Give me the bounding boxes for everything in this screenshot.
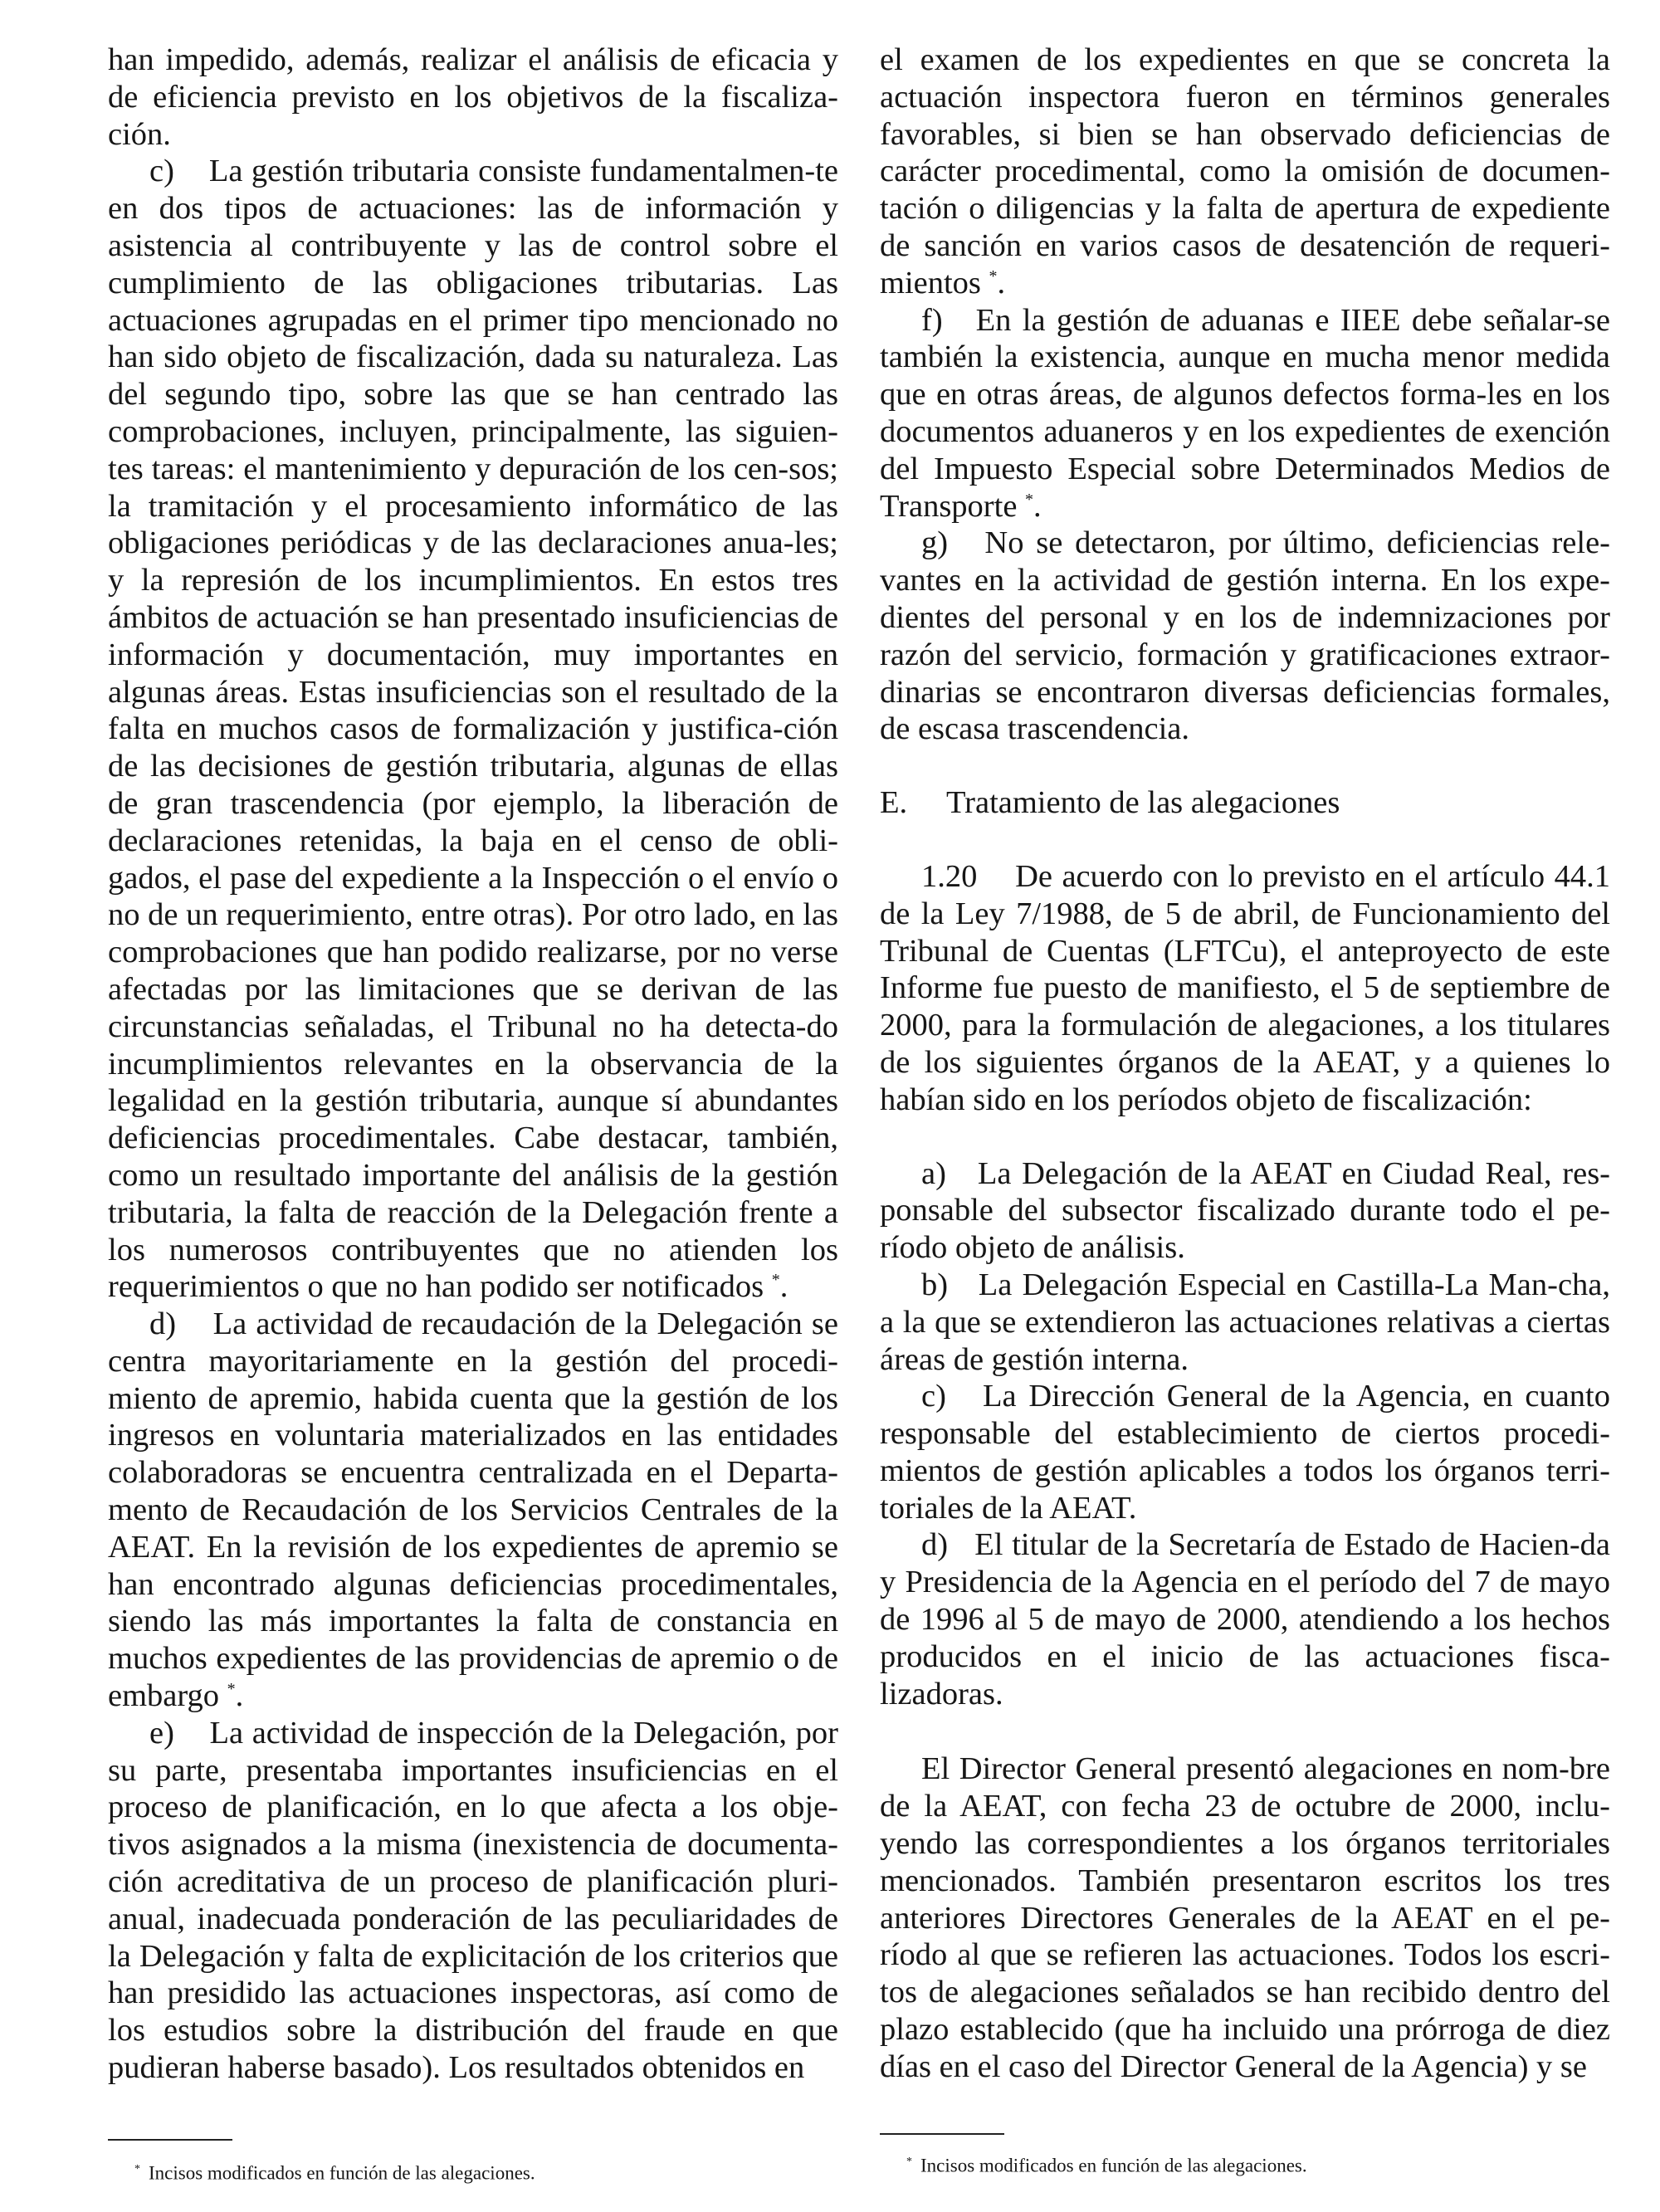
paragraph-g: g) No se detectaron, por último, deficiencias rele-vantes en la actividad de gestión interna. En los expe-dientes del personal y en los de indemnizaciones por razón del servicio, formación y gratificaciones extraor-dinarias se encontraron diversas deficiencias formales, de escasa trascendencia. <box>880 525 1610 747</box>
right-column <box>880 42 1610 2086</box>
paragraph-intro: han impedido, además, realizar el análisis de eficacia y de eficiencia previsto en los objetivos de la fiscaliza-ción. <box>108 42 838 152</box>
section-heading <box>880 784 1610 822</box>
section-letter: E. <box>880 785 908 821</box>
footnote-divider <box>108 2139 232 2141</box>
paragraph-continuation: el examen de los expedientes en que se concreta la actuación inspectora fueron en términos generales favorables, si bien se han observado deficiencias de carácter procedimental, como la omisión de documen-tación o diligencias y la falta de apertura de expediente de sanción en varios casos de desatención de requeri-mientos *. <box>880 42 1610 300</box>
footnote-left: * Incisos modificados en función de las alegaciones. <box>134 2162 535 2184</box>
list-item-a: a) La Delegación de la AEAT en Ciudad Real, res-ponsable del subsector fiscalizado durante todo el pe-ríodo objeto de análisis. <box>880 1155 1610 1266</box>
footnote-marker: * <box>906 2156 912 2168</box>
footnote-ref: * <box>771 1271 780 1290</box>
paragraph-final: El Director General presentó alegaciones en nom-bre de la AEAT, con fecha 23 de octubre de 2000, inclu-yendo las correspondientes a los órganos territoriales mencionados. También presentaron escritos los tres anteriores Directores Generales de la AEAT en el pe-ríodo al que se refieren las actuaciones. Todos los escri-tos de alegaciones señalados se han recibido dentro del plazo establecido (que ha incluido una prórroga de diez días en el caso del Director General de la Agencia) y se <box>880 1751 1610 2084</box>
paragraph-f: f) En la gestión de aduanas e IIEE debe señalar-se también la existencia, aunque en mucha menor medida que en otras áreas, de algunos defectos forma-les en los documentos aduaneros y en los expedientes de exención del Impuesto Especial sobre Determinados Medios de Transporte *. <box>880 302 1610 524</box>
list-item-c: c) La Dirección General de la Agencia, en cuanto responsable del establecimiento de ciertos procedi-mientos de gestión aplicables a todos los órganos terri-toriales de la AEAT. <box>880 1379 1610 1526</box>
footnote-ref: * <box>989 266 998 286</box>
paragraph-1-20: 1.20 De acuerdo con lo previsto en el artículo 44.1 de la Ley 7/1988, de 5 de abril, de Funcionamiento del Tribunal de Cuentas (LFTCu), el anteproyecto de este Informe fue puesto de manifiesto, el 5 de septiembre de 2000, para la formulación de alegaciones, a los titulares de los siguientes órganos de la AEAT, y a quienes lo habían sido en los períodos objeto de fiscalización: <box>880 858 1610 1117</box>
left-column <box>108 42 838 2087</box>
paragraph-d: d) La actividad de recaudación de la Delegación se centra mayoritariamente en la gestión del procedi-miento de apremio, habida cuenta que la gestión de los ingresos en voluntaria materializados en las entidades colaboradoras se encuentra centralizada en el Departa-mento de Recaudación de los Servicios Centrales de la AEAT. En la revisión de los expedientes de apremio se han encontrado algunas deficiencias procedimentales, siendo las más importantes la falta de constancia en muchos expedientes de las providencias de apremio o de embargo *. <box>108 1306 838 1714</box>
paragraph-e: e) La actividad de inspección de la Delegación, por su parte, presentaba importantes insuficiencias en el proceso de planificación, en lo que afecta a los obje-tivos asignados a la misma (inexistencia de documenta-ción acreditativa de un proceso de planificación pluri-anual, inadecuada ponderación de las peculiaridades de la Delegación y falta de explicitación de los criterios que han presidido las actuaciones inspectoras, así como de los estudios sobre la distribución del fraude en que pudieran haberse basado). Los resultados obtenidos en <box>108 1715 838 2086</box>
footnote-ref: * <box>227 1680 236 1699</box>
paragraph-c: c) La gestión tributaria consiste fundamentalmen-te en dos tipos de actuaciones: las de información y asistencia al contribuyente y las de control sobre el cumplimiento de las obligaciones tributarias. Las actuaciones agrupadas en el primer tipo mencionado no han sido objeto de fiscalización, dada su naturaleza. Las del segundo tipo, sobre las que se han centrado las comprobaciones, incluyen, principalmente, las siguien-tes tareas: el mantenimiento y depuración de los cen-sos; la tramitación y el procesamiento informático de las obligaciones periódicas y de las declaraciones anua-les; y la represión de los incumplimientos. En estos tres ámbitos de actuación se han presentado insuficiencias de información y documentación, muy importantes en algunas áreas. Estas insuficiencias son el resultado de la falta en muchos casos de formalización y justifica-ción de las decisiones de gestión tributaria, algunas de ellas de gran trascendencia (por ejemplo, la liberación de declaraciones retenidas, la baja en el censo de obli-gados, el pase del expediente a la Inspección o el envío o no de un requerimiento, entre otras). Por otro lado, en las comprobaciones que han podido realizarse, por no verse afectadas por las limitaciones que se derivan de las circunstancias señaladas, el Tribunal no ha detecta-do incumplimientos relevantes en la observancia de la legalidad en la gestión tributaria, aunque sí abundantes deficiencias procedimentales. Cabe destacar, también, como un resultado importante del análisis de la gestión tributaria, la falta de reacción de la Delegación frente a los numerosos contribuyentes que no atienden los requerimientos o que no han podido ser notificados *. <box>108 154 838 1305</box>
list-item-b: b) La Delegación Especial en Castilla-La Man-cha, a la que se extendieron las actuaciones relativas a ciertas áreas de gestión interna. <box>880 1267 1610 1377</box>
footnote-right: * Incisos modificados en función de las alegaciones. <box>906 2155 1307 2176</box>
list-item-d: d) El titular de la Secretaría de Estado de Hacien-da y Presidencia de la Agencia en el período del 7 de mayo de 1996 al 5 de mayo de 2000, atendiendo a los hechos producidos en el inicio de las actuaciones fisca-lizadoras. <box>880 1527 1610 1711</box>
footnote-ref: * <box>1025 490 1034 509</box>
footnote-marker: * <box>134 2163 140 2175</box>
footnote-divider <box>880 2133 1004 2135</box>
section-title: Tratamiento de las alegaciones <box>946 785 1340 821</box>
